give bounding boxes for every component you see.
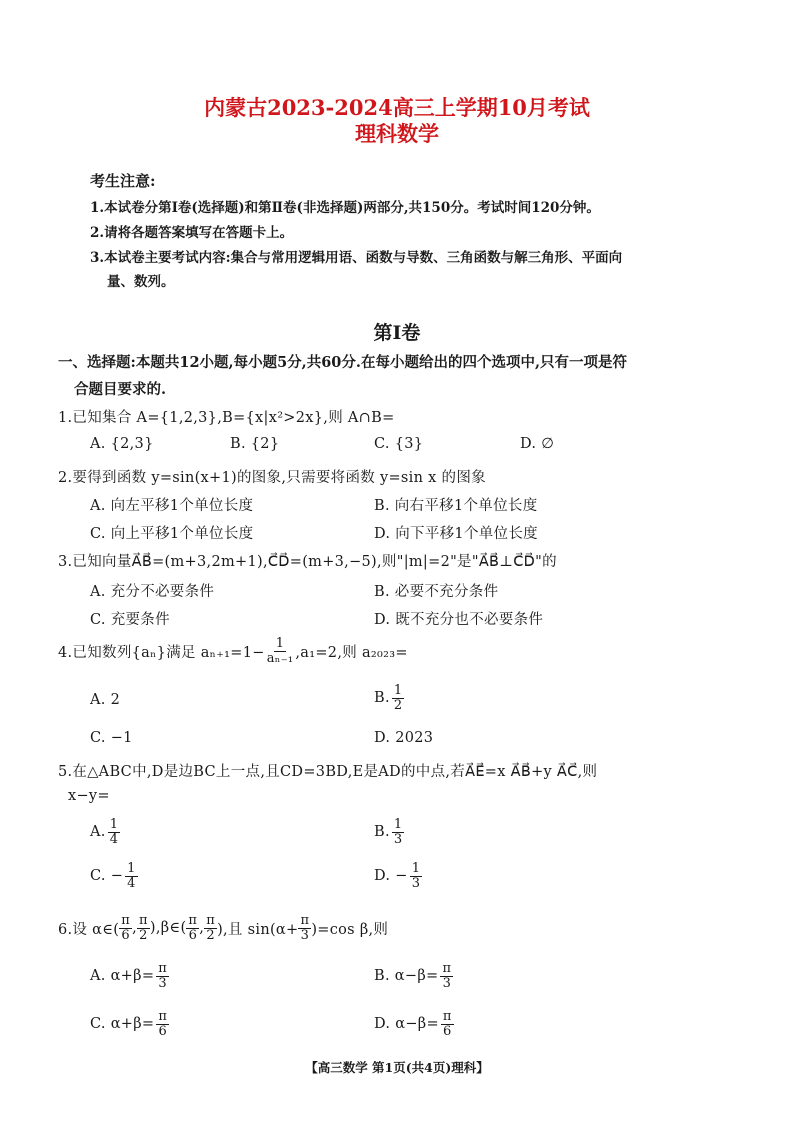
question-2-option-b: B. 向右平移1个单位长度 — [374, 498, 538, 514]
fraction-numerator: π — [206, 913, 216, 928]
notice-item-3-line-1: 3.本试卷主要考试内容:集合与常用逻辑用语、函数与导数、三角函数与解三角形、平面向 — [90, 250, 623, 266]
question-5-stem-line-2: x−y= — [68, 788, 110, 804]
question-2-stem: 2.要得到函数 y=sin(x+1)的图象,只需要将函数 y=sin x 的图象 — [58, 470, 486, 486]
option-label: B. — [374, 690, 390, 707]
fraction-numerator: π — [121, 913, 131, 928]
question-2-option-d: D. 向下平移1个单位长度 — [374, 526, 538, 542]
option-fraction — [392, 684, 405, 712]
stem-part: 6.设 α∈( — [58, 921, 120, 938]
page-footer: 【高三数学 第1页(共4页)理科】 — [305, 1060, 489, 1075]
part-title: 第Ⅰ卷 — [373, 322, 421, 344]
fraction-numerator: 1 — [393, 683, 403, 698]
fraction-numerator: π — [158, 1009, 168, 1024]
question-5-option-c — [90, 862, 138, 890]
fraction-denominator: 2 — [206, 927, 215, 943]
fraction-denominator: 6 — [188, 927, 198, 943]
question-3-option-b: B. 必要不充分条件 — [374, 584, 499, 600]
fraction-denominator: aₙ₋₁ — [266, 650, 294, 666]
option-fraction — [440, 962, 453, 990]
option-fraction — [156, 962, 169, 990]
question-6-option-b — [374, 962, 453, 990]
question-4-stem-fraction — [265, 637, 296, 665]
question-1-stem: 1.已知集合 A={1,2,3},B={x|x²>2x},则 A∩B= — [58, 410, 395, 426]
option-fraction — [392, 818, 405, 846]
fraction-denominator: 2 — [393, 697, 403, 713]
stem-comma: , — [199, 920, 205, 937]
section-instruction-line-1: 一、选择题:本题共12小题,每小题5分,共60分.在每小题给出的四个选项中,只有一项是符 — [58, 354, 627, 371]
stem-part: ),β∈( — [149, 920, 187, 937]
question-2-option-a: A. 向左平移1个单位长度 — [90, 498, 254, 514]
notice-heading: 考生注意: — [90, 172, 156, 190]
option-fraction — [125, 862, 138, 890]
question-1-option-b: B. {2} — [230, 436, 280, 452]
question-5-option-a — [90, 818, 120, 846]
fraction-denominator: 2 — [139, 927, 148, 943]
fraction-numerator: 1 — [109, 817, 119, 832]
question-5-option-d — [374, 862, 422, 890]
fraction-numerator: π — [158, 961, 168, 976]
option-label: C. α+β= — [90, 1016, 155, 1033]
notice-item-1: 1.本试卷分第Ⅰ卷(选择题)和第Ⅱ卷(非选择题)两部分,共150分。考试时间120分钟。 — [90, 200, 600, 216]
exam-subtitle: 理科数学 — [355, 121, 439, 146]
stem-part: ),且 sin(α+ — [217, 921, 299, 938]
fraction-numerator: π — [442, 961, 452, 976]
fraction-numerator: 1 — [411, 861, 421, 876]
question-3-option-a: A. 充分不必要条件 — [90, 584, 215, 600]
question-4-stem — [58, 637, 408, 665]
notice-item-2: 2.请将各题答案填写在答题卡上。 — [90, 225, 294, 241]
option-fraction — [441, 1010, 454, 1038]
question-5-stem-line-1: 5.在△ABC中,D是边BC上一点,且CD=3BD,E是AD的中点,若A⃗E⃗=x A⃗B⃗+y A⃗C⃗,则 — [58, 764, 598, 780]
option-label: B. α−β= — [374, 968, 439, 985]
question-6-option-a — [90, 962, 169, 990]
fraction-denominator: 3 — [158, 975, 167, 991]
exam-title: 内蒙古2023-2024高三上学期10月考试 — [204, 95, 590, 120]
question-2-option-c: C. 向上平移1个单位长度 — [90, 526, 254, 542]
question-4-option-c: C. −1 — [90, 730, 133, 746]
fraction-denominator: 3 — [393, 831, 403, 847]
question-1-option-c: C. {3} — [374, 436, 424, 452]
fraction-numerator: 1 — [393, 817, 403, 832]
question-6-option-d — [374, 1010, 454, 1038]
question-4-stem-suffix: ,a₁=2,则 a₂₀₂₃= — [295, 644, 408, 661]
question-5-option-b — [374, 818, 404, 846]
option-fraction — [410, 862, 423, 890]
question-6-option-c — [90, 1010, 169, 1038]
question-4-option-a: A. 2 — [90, 692, 121, 708]
option-label: D. − — [374, 868, 408, 885]
section-instruction-line-2: 合题目要求的. — [74, 381, 167, 398]
fraction-denominator: 4 — [127, 875, 136, 891]
stem-part: )=cos β,则 — [311, 921, 389, 938]
fraction-pi-over-2 — [204, 914, 217, 942]
question-4-option-d: D. 2023 — [374, 730, 434, 746]
fraction-numerator: π — [188, 913, 198, 928]
fraction-denominator: 3 — [300, 927, 310, 943]
question-1-option-d: D. ∅ — [520, 436, 555, 452]
option-label: C. − — [90, 868, 124, 885]
fraction-numerator: π — [300, 913, 310, 928]
fraction-pi-over-6 — [186, 914, 199, 942]
fraction-denominator: 3 — [411, 875, 421, 891]
option-label: D. α−β= — [374, 1016, 439, 1033]
question-4-option-b — [374, 684, 404, 712]
fraction-numerator: 1 — [275, 636, 285, 651]
question-6-stem — [58, 914, 388, 942]
option-fraction — [108, 818, 121, 846]
fraction-denominator: 6 — [443, 1023, 452, 1039]
question-1-option-a: A. {2,3} — [90, 436, 154, 452]
fraction-pi-over-3 — [298, 914, 311, 942]
notice-item-3-line-2: 量、数列。 — [107, 274, 175, 290]
option-label: A. α+β= — [90, 968, 155, 985]
option-label: B. — [374, 824, 390, 841]
fraction-denominator: 4 — [109, 831, 119, 847]
stem-comma: , — [132, 920, 138, 937]
fraction-numerator: π — [442, 1009, 452, 1024]
question-4-stem-prefix: 4.已知数列{aₙ}满足 aₙ₊₁=1− — [58, 644, 265, 661]
fraction-numerator: 1 — [127, 861, 136, 876]
fraction-numerator: π — [139, 913, 148, 928]
option-label: A. — [90, 824, 106, 841]
question-3-option-c: C. 充要条件 — [90, 612, 170, 628]
option-fraction — [156, 1010, 169, 1038]
fraction-pi-over-6 — [119, 914, 132, 942]
fraction-denominator: 3 — [442, 975, 452, 991]
fraction-denominator: 6 — [121, 927, 130, 943]
question-3-option-d: D. 既不充分也不必要条件 — [374, 612, 544, 628]
question-3-stem: 3.已知向量A⃗B⃗=(m+3,2m+1),C⃗D⃗=(m+3,−5),则"|m|=2"是"A⃗B⃗⊥C⃗D⃗"的 — [58, 554, 557, 570]
fraction-denominator: 6 — [158, 1023, 168, 1039]
fraction-pi-over-2 — [137, 914, 150, 942]
